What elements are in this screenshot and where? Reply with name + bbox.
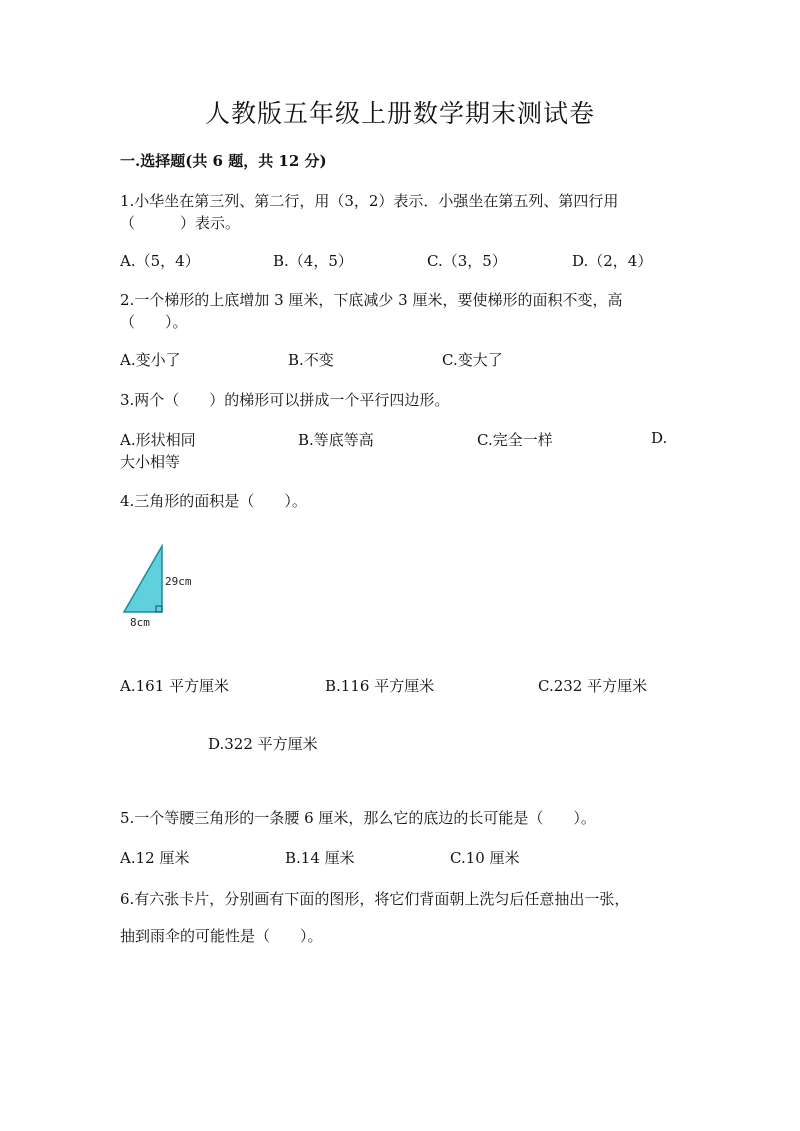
question-3-option-d-text: 大小相等	[120, 453, 181, 471]
triangle-shape	[124, 546, 162, 612]
question-1-text-line-2: （ ）表示。	[120, 214, 241, 232]
question-5-option-c: C.10 厘米	[450, 849, 520, 867]
question-4-text: 4.三角形的面积是（ ）。	[120, 492, 307, 510]
question-4-option-d: D.322 平方厘米	[208, 735, 318, 753]
question-1-option-d: D.（2，4）	[572, 252, 653, 270]
question-3-option-c: C.完全一样	[477, 431, 553, 449]
triangle-height-label: 29cm	[165, 575, 192, 588]
question-5-text: 5.一个等腰三角形的一条腰 6 厘米，那么它的底边的长可能是（ ）。	[120, 809, 596, 827]
question-3-option-b: B.等底等高	[298, 431, 374, 449]
question-2-option-b: B.不变	[288, 351, 334, 369]
question-2-option-a: A.变小了	[120, 351, 181, 369]
question-1-option-c: C.（3，5）	[427, 252, 507, 270]
question-3-option-d-label: D.	[651, 429, 668, 447]
question-3-text: 3.两个（ ）的梯形可以拼成一个平行四边形。	[120, 391, 450, 409]
question-5-option-b: B.14 厘米	[285, 849, 355, 867]
question-4-option-c: C.232 平方厘米	[538, 677, 648, 695]
page-title: 人教版五年级上册数学期末测试卷	[204, 99, 595, 128]
question-4-option-a: A.161 平方厘米	[120, 677, 229, 695]
question-1-option-a: A.（5，4）	[120, 252, 200, 270]
right-triangle-figure	[118, 540, 208, 640]
question-2-text-line-1: 2.一个梯形的上底增加 3 厘米，下底减少 3 厘米，要使梯形的面积不变，高	[120, 291, 623, 309]
question-1-text-line-1: 1.小华坐在第三列、第二行，用（3，2）表示．小强坐在第五列、第四行用	[120, 192, 619, 210]
question-6-text-line-1: 6.有六张卡片，分别画有下面的图形，将它们背面朝上洗匀后任意抽出一张，	[120, 890, 630, 908]
question-5-option-a: A.12 厘米	[120, 849, 190, 867]
triangle-base-label: 8cm	[130, 616, 150, 629]
question-3-option-a: A.形状相同	[120, 431, 196, 449]
question-2-text-line-2: （ ）。	[120, 313, 188, 331]
question-2-option-c: C.变大了	[442, 351, 503, 369]
question-1-option-b: B.（4，5）	[273, 252, 353, 270]
question-6-text-line-2: 抽到雨伞的可能性是（ ）。	[120, 927, 323, 945]
section-heading: 一.选择题(共 6 题，共 12 分)	[120, 152, 327, 170]
question-4-option-b: B.116 平方厘米	[325, 677, 435, 695]
